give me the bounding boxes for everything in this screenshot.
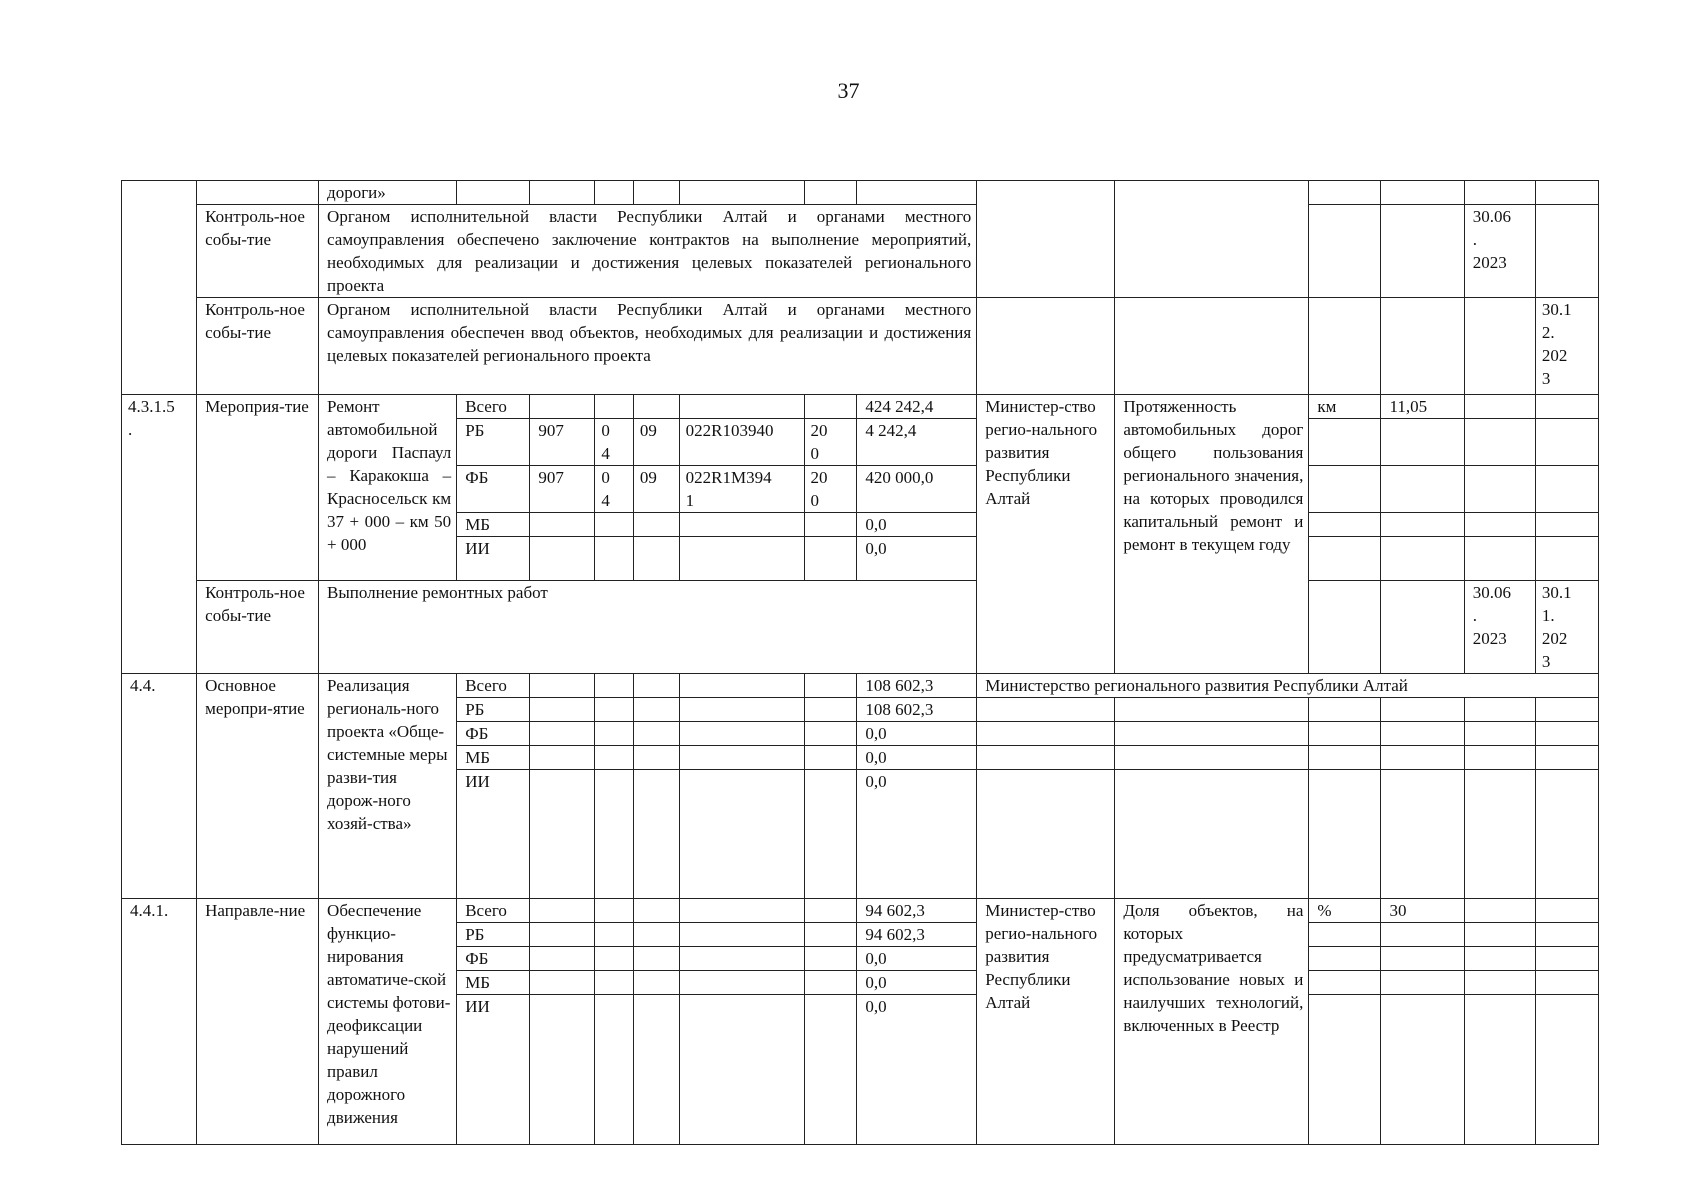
funding-amount: 108 602,3	[857, 698, 977, 722]
funding-source: ФБ	[457, 947, 530, 971]
funding-source: Всего	[457, 674, 530, 698]
funding-amount: 0,0	[857, 770, 977, 899]
control-event-label: Контроль-ное собы-тие	[197, 298, 319, 395]
funding-amount: 94 602,3	[857, 899, 977, 923]
page-number: 37	[837, 78, 860, 103]
funding-source: ИИ	[457, 770, 530, 899]
indicator-unit: %	[1309, 899, 1381, 923]
funding-source: ФБ	[457, 722, 530, 746]
indicator: Доля объектов, на которых предусматривается использование новых и наилучших технологий, включенных в Реестр	[1115, 899, 1309, 1145]
funding-amount: 0,0	[857, 722, 977, 746]
funding-source: МБ	[457, 513, 530, 537]
program-activities-table	[121, 180, 1599, 1145]
table-row: ФБ 907 0 4 09 022R1M394 1 20 0 420 000,0	[122, 466, 1599, 513]
indicator-unit: км	[1309, 395, 1381, 419]
funding-amount: 0,0	[857, 746, 977, 770]
executor: Министерство регионального развития Республики Алтай	[977, 674, 1599, 698]
funding-source: Всего	[457, 395, 530, 419]
measure-name: Ремонт автомобильной дороги Паспаул – Каракокша – Красносельск км 37 + 000 – км 50 + 000	[319, 395, 457, 581]
table-row	[122, 395, 1599, 419]
measure-name: Реализация региональ-ного проекта «Обще-системные меры разви-тия дорож-ного хозяй-ства»	[319, 674, 457, 899]
executor: Министер-ство регио-нального развития Республики Алтай	[977, 395, 1115, 674]
project-name-tail: дороги»	[319, 181, 457, 205]
control-event-text: Выполнение ремонтных работ	[319, 581, 977, 674]
funding-source: ФБ	[457, 466, 530, 513]
table-row	[122, 899, 1599, 923]
funding-amount: 0,0	[857, 995, 977, 1145]
funding-source: ИИ	[457, 537, 530, 581]
control-event-start-date	[1464, 298, 1535, 395]
funding-amount: 424 242,4	[857, 395, 977, 419]
funding-source: РБ	[457, 698, 530, 722]
control-event-text: Органом исполнительной власти Республики Алтай и органами местного самоуправления обеспечено заключение контрактов на выполнение мероприятий, необходимых для реализации и достижения целевых показателей регионального проекта	[319, 205, 977, 298]
funding-source: Всего	[457, 899, 530, 923]
measure-name: Обеспечение функцио-нирования автоматиче-ской системы фотови-деофиксации нарушений правил дорожного движения	[319, 899, 457, 1145]
funding-source: МБ	[457, 971, 530, 995]
control-event-text: Органом исполнительной власти Республики Алтай и органами местного самоуправления обеспечен ввод объектов, необходимых для реализации и достижения целевых показателей регионального проекта	[319, 298, 977, 395]
control-event-label: Контроль-ное собы-тие	[197, 205, 319, 298]
funding-amount: 0,0	[857, 947, 977, 971]
funding-amount: 0,0	[857, 971, 977, 995]
control-event-end-date	[1535, 205, 1598, 298]
indicator-value: 30	[1381, 899, 1464, 923]
control-event-label: Контроль-ное собы-тие	[197, 581, 319, 674]
row-number: 4.4.	[122, 674, 197, 899]
executor: Министер-ство регио-нального развития Республики Алтай	[977, 899, 1115, 1145]
funding-source: МБ	[457, 746, 530, 770]
indicator-value: 11,05	[1381, 395, 1464, 419]
table-row	[122, 674, 1599, 698]
control-event-start-date: 30.06 . 2023	[1464, 581, 1535, 674]
funding-amount: 94 602,3	[857, 923, 977, 947]
table-row: РБ 907 0 4 09 022R103940 20 0 4 242,4	[122, 419, 1599, 466]
row-type: Мероприя-тие	[197, 395, 319, 581]
table-row	[122, 298, 1599, 395]
indicator: Протяженность автомобильных дорог общего пользования регионального значения, на которых проводился капитальный ремонт и ремонт в текущем году	[1115, 395, 1309, 674]
funding-source: ИИ	[457, 995, 530, 1145]
row-number: 4.4.1.	[122, 899, 197, 1145]
table-row	[122, 581, 1599, 674]
funding-amount: 108 602,3	[857, 674, 977, 698]
control-event-end-date: 30.1 2. 202 3	[1535, 298, 1598, 395]
row-type: Основное меропри-ятие	[197, 674, 319, 899]
funding-amount: 420 000,0	[857, 466, 977, 513]
table-row	[122, 181, 1599, 205]
funding-source: РБ	[457, 419, 530, 466]
funding-amount: 0,0	[857, 513, 977, 537]
control-event-end-date: 30.1 1. 202 3	[1535, 581, 1598, 674]
row-number: 4.3.1.5 .	[122, 395, 197, 674]
row-type: Направле-ние	[197, 899, 319, 1145]
control-event-start-date: 30.06 . 2023	[1464, 205, 1535, 298]
funding-amount: 0,0	[857, 537, 977, 581]
table-row	[122, 205, 1599, 298]
funding-amount: 4 242,4	[857, 419, 977, 466]
funding-source: РБ	[457, 923, 530, 947]
